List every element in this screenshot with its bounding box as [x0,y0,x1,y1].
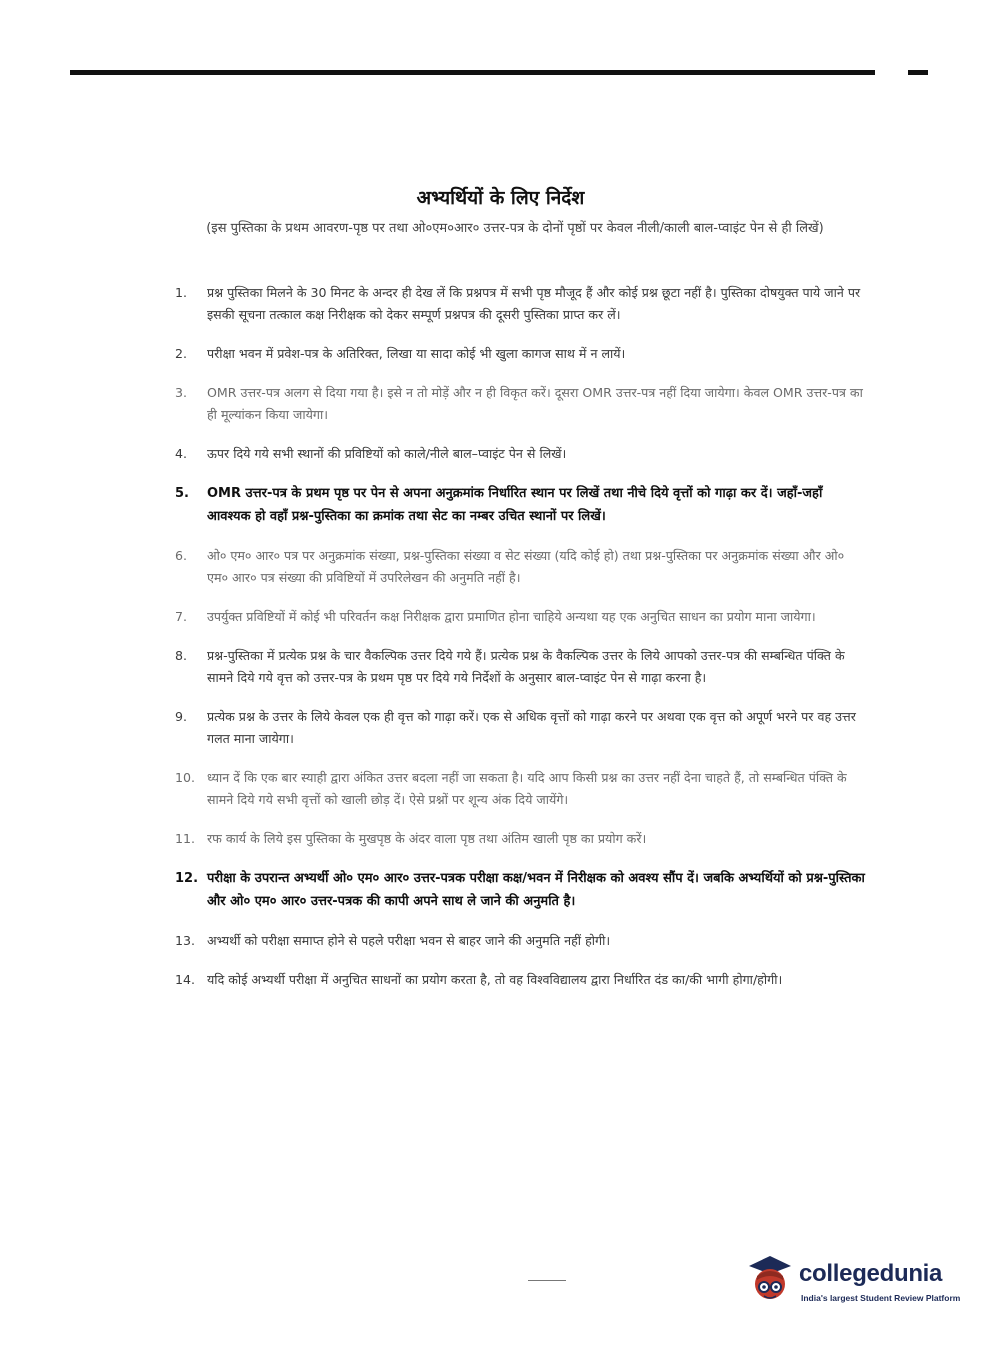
instruction-number: 3. [175,385,188,400]
instruction-text: प्रत्येक प्रश्न के उत्तर के लिये केवल एक ही वृत्त को गाढ़ा करें। एक से अधिक वृत्तों को गाढ़ा करने पर अथवा एक वृत्त को अपूर्ण भरने पर वह उत्तर गलत माना जायेगा। [207,709,856,746]
instruction-text: ध्यान दें कि एक बार स्याही द्वारा अंकित उत्तर बदला नहीं जा सकता है। यदि आप किसी प्रश्न का उत्तर नहीं देना चाहते हैं, तो सम्बन्धित पंक्ति के सामने दिये गये सभी वृत्तों को खाली छोड़ दें। ऐसे प्रश्नों पर शून्य अंक दिये जायेंगे। [207,770,847,807]
instruction-item [175,606,865,628]
instruction-item [175,482,865,528]
instruction-item [175,767,865,811]
instruction-number: 4. [175,446,188,461]
brand-name: collegedunia [799,1260,943,1287]
instruction-text: ऊपर दिये गये सभी स्थानों की प्रविष्टियों को काले/नीले बाल–प्वाइंट पेन से लिखें। [207,446,567,461]
instruction-text: प्रश्न पुस्तिका मिलने के 30 मिनट के अन्दर ही देख लें कि प्रश्नपत्र में सभी पृष्ठ मौजूद हैं और कोई प्रश्न छूटा नहीं है। पुस्तिका दोषयुक्त पाये जाने पर इसकी सूचना तत्काल कक्ष निरीक्षक को देकर सम्पूर्ण प्रश्नपत्र की दूसरी पुस्तिका प्राप्त कर लें। [207,285,861,322]
instruction-item [175,382,865,426]
page-mark [528,1280,566,1281]
instruction-text: प्रश्न-पुस्तिका में प्रत्येक प्रश्न के चार वैकल्पिक उत्तर दिये गये हैं। प्रत्येक प्रश्न के वैकल्पिक उत्तर के लिये आपको उत्तर-पत्र की सम्बन्धित पंक्ति के सामने दिये गये वृत्त को उत्तर-पत्र के प्रथम पृष्ठ पर दिये गये निर्देशों के अनुसार बाल-प्वाइंट पेन से गाढ़ा करना है। [207,648,845,685]
instruction-item [175,828,865,850]
instruction-number: 14. [175,972,196,987]
instruction-item [175,443,865,465]
instruction-number: 6. [175,548,188,563]
instruction-item [175,545,865,589]
instruction-text: अभ्यर्थी को परीक्षा समाप्त होने से पहले परीक्षा भवन से बाहर जाने की अनुमति नहीं होगी। [207,933,611,948]
instruction-number: 11. [175,831,196,846]
instruction-item [175,282,865,326]
instruction-text: OMR उत्तर-पत्र अलग से दिया गया है। इसे न तो मोड़ें और न ही विकृत करें। दूसरा OMR उत्तर-पत्र नहीं दिया जायेगा। केवल OMR उत्तर-पत्र का ही मूल्यांकन किया जायेगा। [207,385,863,422]
instruction-number: 5. [175,486,189,501]
instruction-item [175,930,865,952]
top-rule-end [908,70,928,75]
student-mascot-icon [745,1252,795,1304]
instruction-text: परीक्षा के उपरान्त अभ्यर्थी ओ० एम० आर० उत्तर-पत्रक परीक्षा कक्ष/भवन में निरीक्षक को अवश्य सौंप दें। जबकि अभ्यर्थियों को प्रश्न-पुस्तिका और ओ० एम० आर० उत्तर-पत्रक की कापी अपने साथ ले जाने की अनुमति है। [207,871,865,909]
instruction-text: परीक्षा भवन में प्रवेश-पत्र के अतिरिक्त, लिखा या सादा कोई भी खुला कागज साथ में न लायें। [207,346,626,361]
instruction-number: 1. [175,285,188,300]
instruction-item [175,645,865,689]
instruction-item [175,867,865,913]
top-rule [70,70,875,75]
instruction-text: रफ कार्य के लिये इस पुस्तिका के मुखपृष्ठ के अंदर वाला पृष्ठ तथा अंतिम खाली पृष्ठ का प्रयोग करें। [207,831,647,846]
instruction-text: ओ० एम० आर० पत्र पर अनुक्रमांक संख्या, प्रश्न-पुस्तिका संख्या व सेट संख्या (यदि कोई हो) तथा प्रश्न-पुस्तिका पर अनुक्रमांक संख्या और ओ० एम० आर० पत्र संख्या की प्रविष्टियों में उपरिलेखन की अनुमति नहीं है। [207,548,845,585]
page-title: अभ्यर्थियों के लिए निर्देश [416,187,585,209]
collegedunia-watermark [745,1252,970,1312]
brand-tagline: India's largest Student Review Platform [801,1293,961,1303]
instruction-number: 8. [175,648,188,663]
instruction-text: यदि कोई अभ्यर्थी परीक्षा में अनुचित साधनों का प्रयोग करता है, तो वह विश्वविद्यालय द्वारा निर्धारित दंड का/की भागी होगा/होगी। [207,972,783,987]
instruction-item [175,969,865,991]
instruction-number: 9. [175,709,188,724]
instruction-number: 2. [175,346,188,361]
instruction-number: 12. [175,871,199,886]
instruction-item [175,706,865,750]
instruction-text: OMR उत्तर-पत्र के प्रथम पृष्ठ पर पेन से अपना अनुक्रमांक निर्धारित स्थान पर लिखें तथा नीचे दिये वृत्तों को गाढ़ा कर दें। जहाँ-जहाँ आवश्यक हो वहाँ प्रश्न-पुस्तिका का क्रमांक तथा सेट का नम्बर उचित स्थानों पर लिखें। [207,486,823,524]
instruction-list [175,282,865,1008]
instruction-text: उपर्युक्त प्रविष्टियों में कोई भी परिवर्तन कक्ष निरीक्षक द्वारा प्रमाणित होना चाहिये अन्यथा यह एक अनुचित साधन का प्रयोग माना जायेगा। [207,609,816,624]
instruction-number: 10. [175,770,196,785]
page-subtitle: (इस पुस्तिका के प्रथम आवरण-पृष्ठ पर तथा ओ०एम०आर० उत्तर-पत्र के दोनों पृष्ठों पर केवल नीली/काली बाल-प्वाइंट पेन से ही लिखें) [206,221,824,236]
instruction-item [175,343,865,365]
instruction-number: 7. [175,609,188,624]
instruction-number: 13. [175,933,196,948]
